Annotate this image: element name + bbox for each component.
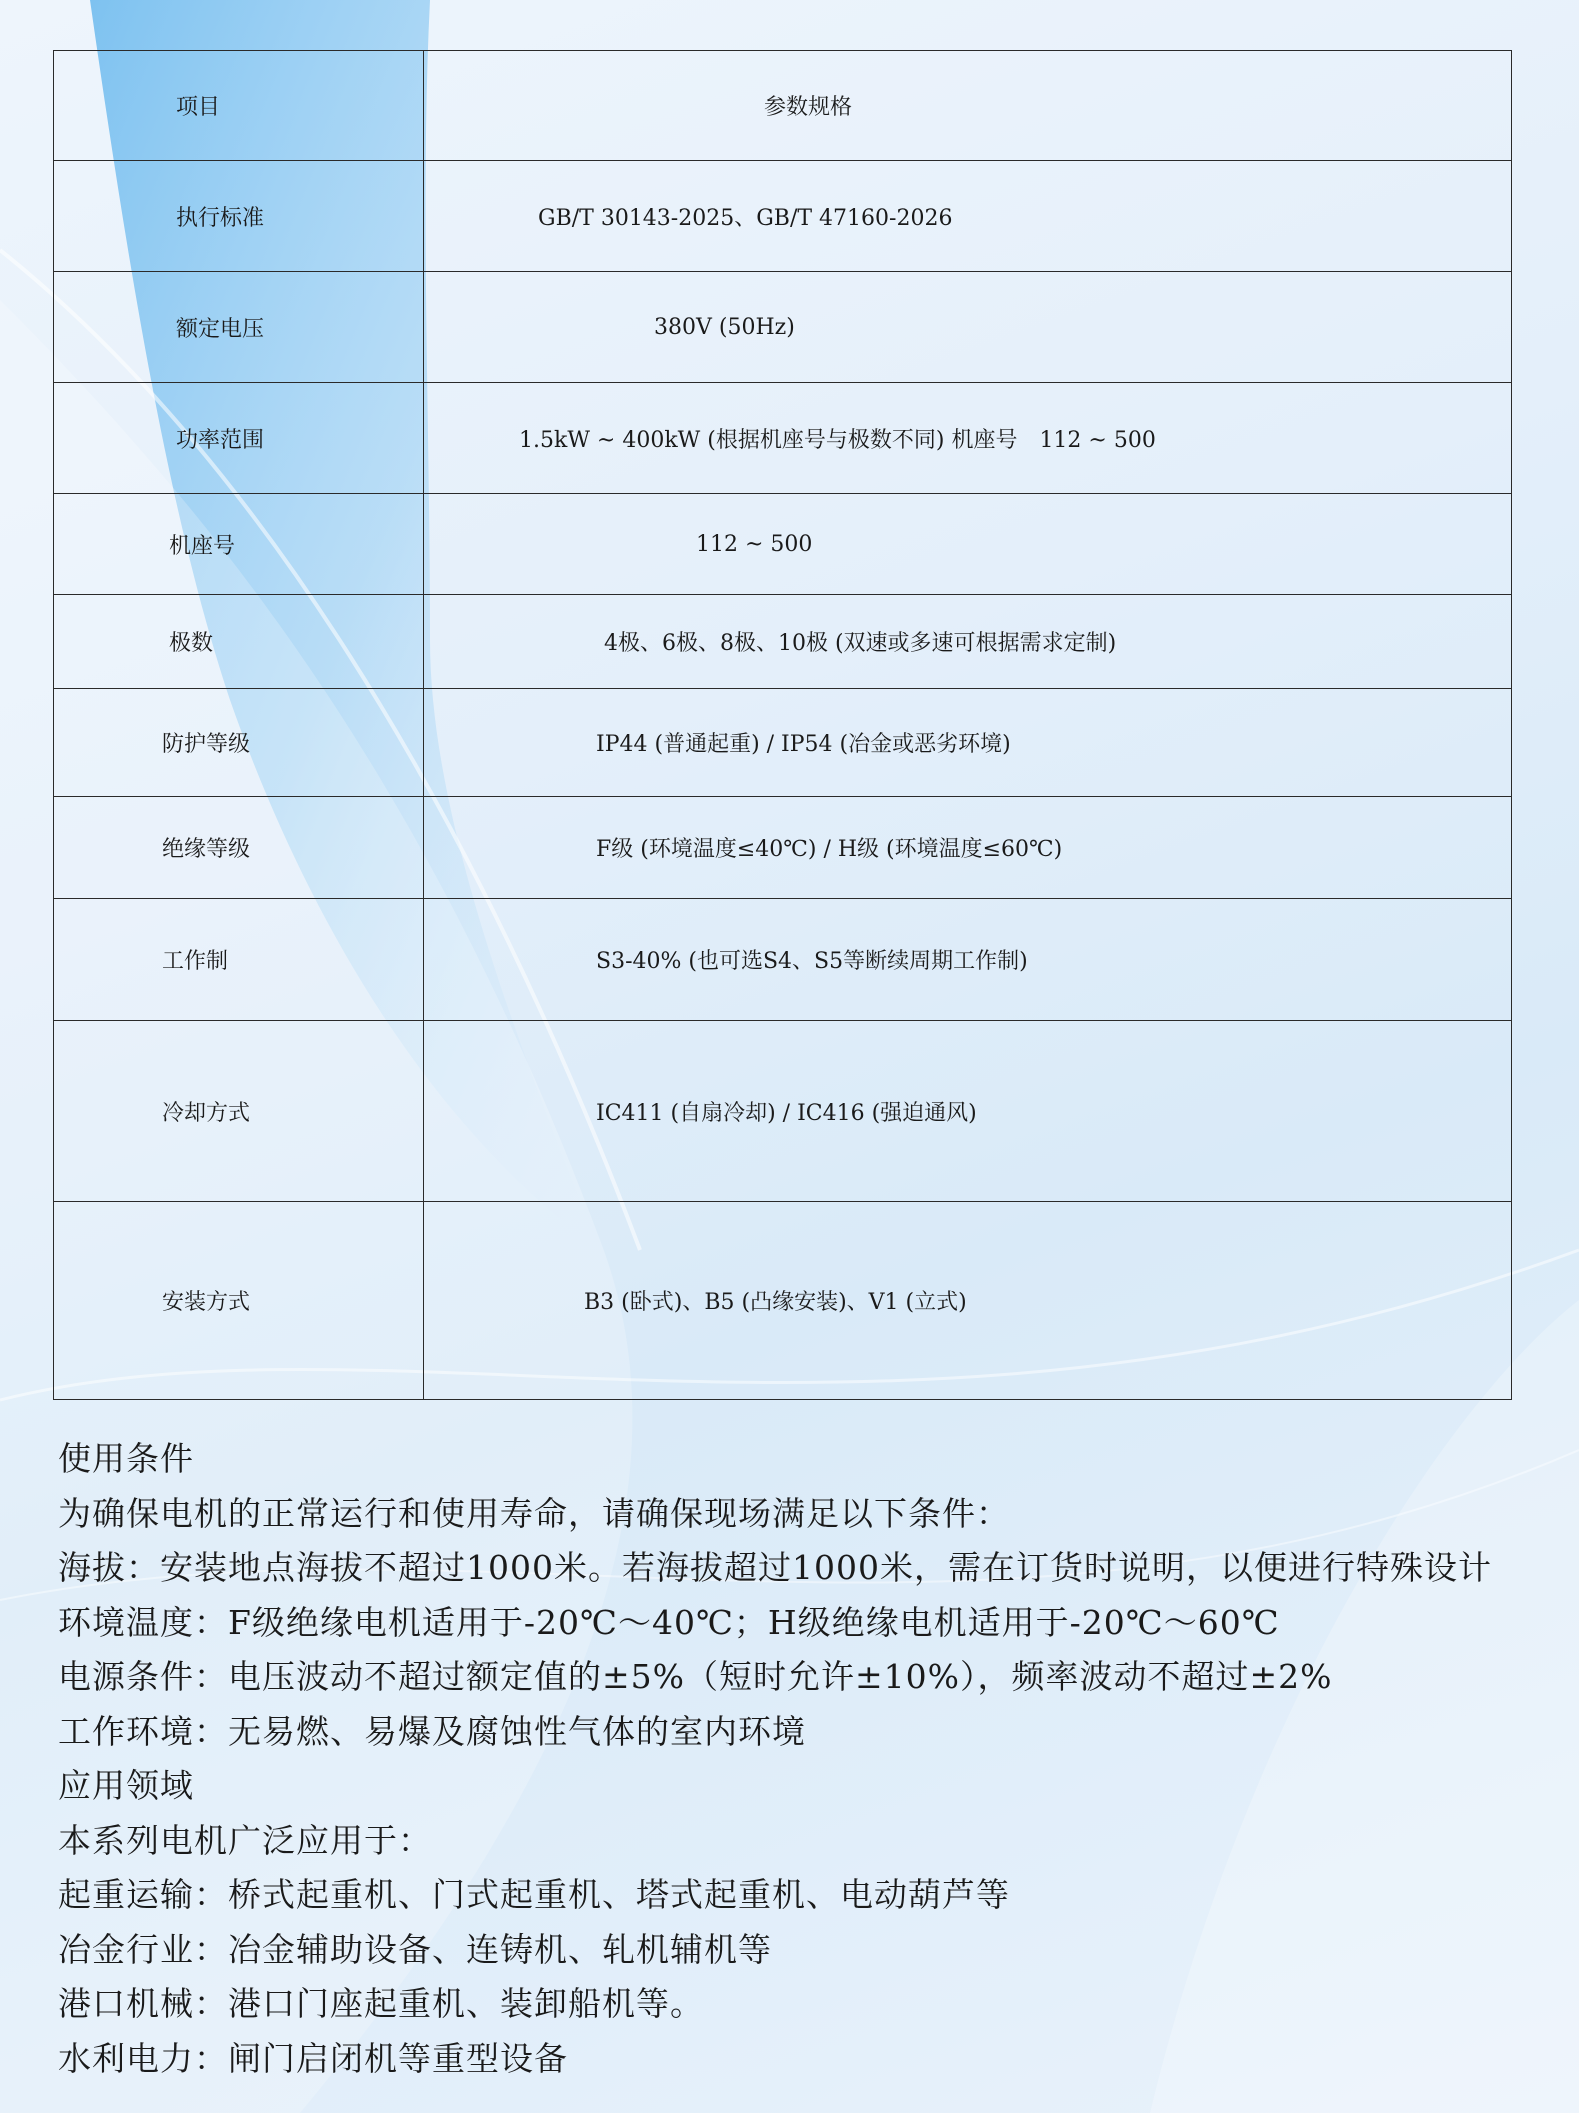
row-item: 安装方式 [54, 1202, 424, 1400]
row-item: 极数 [54, 595, 424, 689]
usage-title: 使用条件 [58, 1439, 194, 1478]
row-value: IP44 (普通起重) / IP54 (冶金或恶劣环境) [424, 689, 1512, 797]
row-item: 机座号 [54, 494, 424, 595]
row-item: 冷却方式 [54, 1021, 424, 1202]
row-item: 执行标准 [54, 161, 424, 272]
row-item: 工作制 [54, 899, 424, 1021]
table-row [54, 1021, 1512, 1202]
environment-condition: 工作环境：无易燃、易爆及腐蚀性气体的室内环境 [58, 1711, 806, 1751]
spec-table [53, 50, 1512, 1400]
row-value: 1.5kW ~ 400kW (根据机座号与极数不同) 机座号 112 ~ 500 [424, 383, 1512, 494]
table-row [54, 272, 1512, 383]
header-item: 项目 [54, 51, 424, 161]
row-value: IC411 (自扇冷却) / IC416 (强迫通风) [424, 1021, 1512, 1202]
table-row [54, 797, 1512, 899]
power-condition: 电源条件：电压波动不超过额定值的±5%（短时允许±10%），频率波动不超过±2% [58, 1657, 1333, 1696]
row-value: GB/T 30143-2025、GB/T 47160-2026 [424, 161, 1512, 272]
row-item: 功率范围 [54, 383, 424, 494]
table-row [54, 595, 1512, 689]
application-lifting: 起重运输：桥式起重机、门式起重机、塔式起重机、电动葫芦等 [58, 1875, 1010, 1914]
row-value: 380V (50Hz) [424, 272, 1512, 383]
row-item: 防护等级 [54, 689, 424, 797]
header-spec: 参数规格 [424, 51, 1512, 161]
row-value: S3-40% (也可选S4、S5等断续周期工作制) [424, 899, 1512, 1021]
altitude-condition: 海拔：安装地点海拔不超过1000米。若海拔超过1000米，需在订货时说明，以便进行特殊设计 [58, 1548, 1492, 1587]
table-row [54, 899, 1512, 1021]
row-value: 112 ~ 500 [424, 494, 1512, 595]
table-row [54, 1202, 1512, 1400]
temperature-condition: 环境温度：F级绝缘电机适用于-20℃～40℃；H级绝缘电机适用于-20℃～60℃ [58, 1602, 1280, 1642]
row-item: 额定电压 [54, 272, 424, 383]
table-row [54, 383, 1512, 494]
notes-section [58, 1432, 1538, 2086]
row-value: F级 (环境温度≤40℃) / H级 (环境温度≤60℃) [424, 797, 1512, 899]
row-value: B3 (卧式)、B5 (凸缘安装)、V1 (立式) [424, 1202, 1512, 1400]
application-intro: 本系列电机广泛应用于： [58, 1820, 432, 1860]
usage-intro: 为确保电机的正常运行和使用寿命，请确保现场满足以下条件： [58, 1493, 1010, 1533]
application-hydro: 水利电力：闸门启闭机等重型设备 [58, 2038, 568, 2078]
table-header-row [54, 51, 1512, 161]
row-value: 4极、6极、8极、10极 (双速或多速可根据需求定制) [424, 595, 1512, 689]
table-row [54, 494, 1512, 595]
application-metallurgy: 冶金行业：冶金辅助设备、连铸机、轧机辅机等 [58, 1929, 772, 1969]
application-title: 应用领域 [58, 1766, 194, 1805]
table-row [54, 689, 1512, 797]
table-row [54, 161, 1512, 272]
row-item: 绝缘等级 [54, 797, 424, 899]
application-port: 港口机械：港口门座起重机、装卸船机等。 [58, 1984, 704, 2023]
